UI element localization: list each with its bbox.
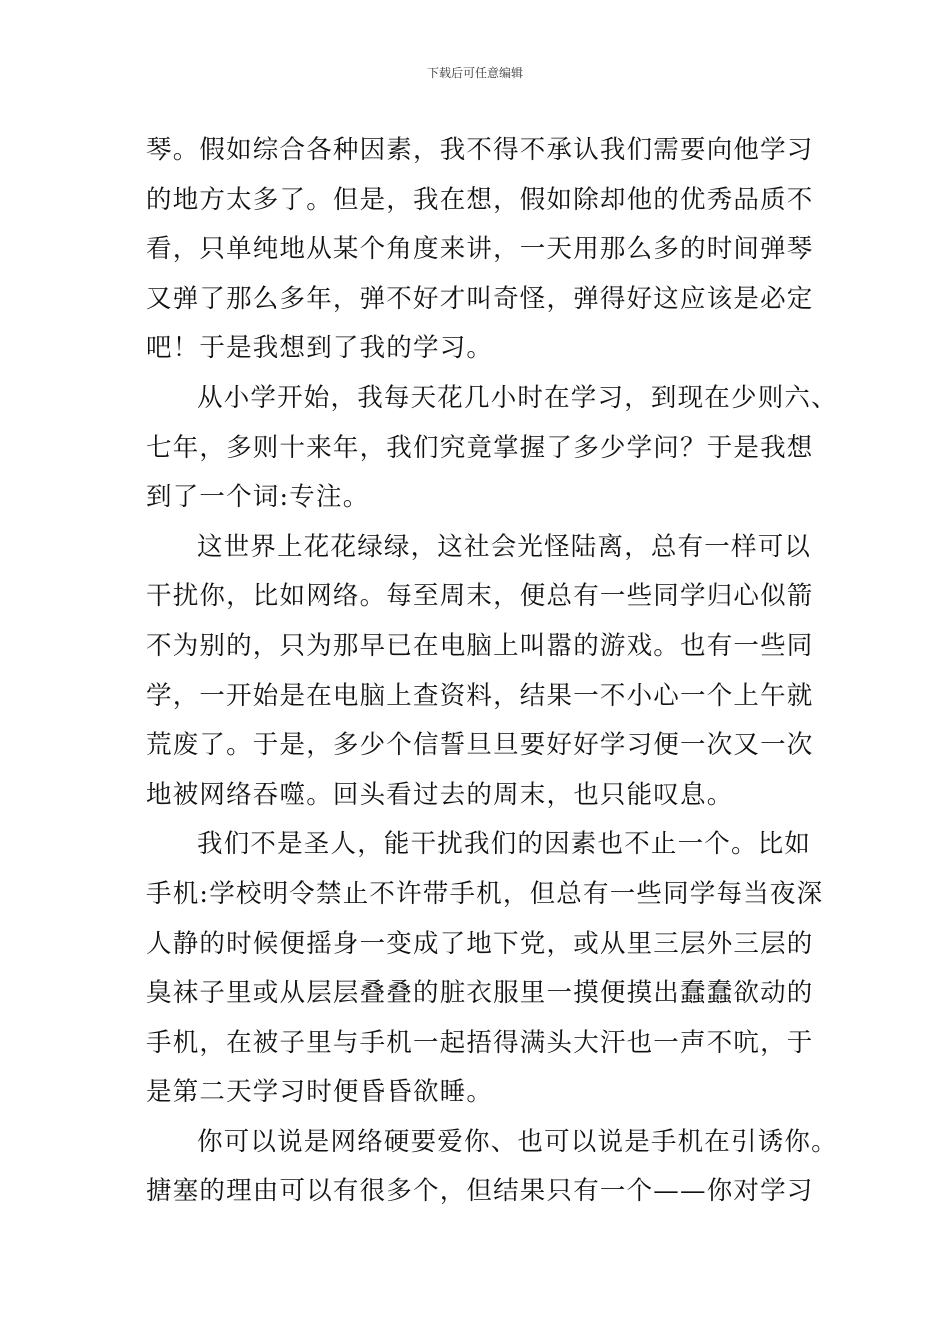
paragraph-start-line: 我们不是圣人，能干扰我们的因素也不止一个。比如 [197, 829, 812, 860]
text-line: 地被网络吞噬。回头看过去的周末，也只能叹息。 [146, 779, 734, 810]
text-line: 手机，在被子里与手机一起捂得满头大汗也一声不吭，于 [146, 1027, 814, 1058]
text-line: 臭袜子里或从层层叠叠的脏衣服里一摸便摸出蠢蠢欲动的 [146, 978, 814, 1009]
text-line: 手机:学校明令禁止不许带手机，但总有一些同学每当夜深 [146, 878, 824, 909]
text-line: 干扰你，比如网络。每至周末，便总有一些同学归心似箭 [146, 581, 814, 612]
text-line: 搪塞的理由可以有很多个，但结果只有一个——你对学习 [146, 1176, 814, 1207]
text-line: 的地方太多了。但是，我在想，假如除却他的优秀品质不 [146, 184, 814, 215]
text-line: 琴。假如综合各种因素，我不得不承认我们需要向他学习 [146, 135, 814, 165]
page-header: 下载后可任意编辑 [426, 66, 523, 80]
text-line: 人静的时候便摇身一变成了地下党，或从里三层外三层的 [146, 928, 814, 959]
text-line: 七年，多则十来年，我们究竟掌握了多少学问？于是我想 [146, 432, 814, 463]
text-line: 荒废了。于是，多少个信誓旦旦要好好学习便一次又一次 [146, 730, 814, 761]
text-line: 又弹了那么多年，弹不好才叫奇怪，弹得好这应该是必定 [146, 283, 814, 314]
text-line: 到了一个词:专注。 [146, 482, 370, 513]
paragraph-start-line: 这世界上花花绿绿，这社会光怪陆离，总有一样可以 [197, 531, 812, 562]
document-body [146, 126, 838, 1217]
paragraph-start-line: 从小学开始，我每天花几小时在学习，到现在少则六、 [197, 382, 838, 413]
paragraph-start-line: 你可以说是网络硬要爱你、也可以说是手机在引诱你。 [197, 1126, 838, 1157]
text-line: 看，只单纯地从某个角度来讲，一天用那么多的时间弹琴 [146, 234, 814, 265]
text-line: 学，一开始是在电脑上查资料，结果一不小心一个上午就 [146, 680, 814, 711]
text-line: 是第二天学习时便昏昏欲睡。 [146, 1077, 494, 1108]
text-line: 不为别的，只为那早已在电脑上叫嚣的游戏。也有一些同 [146, 630, 814, 661]
text-line: 吧！于是我想到了我的学习。 [146, 333, 494, 364]
